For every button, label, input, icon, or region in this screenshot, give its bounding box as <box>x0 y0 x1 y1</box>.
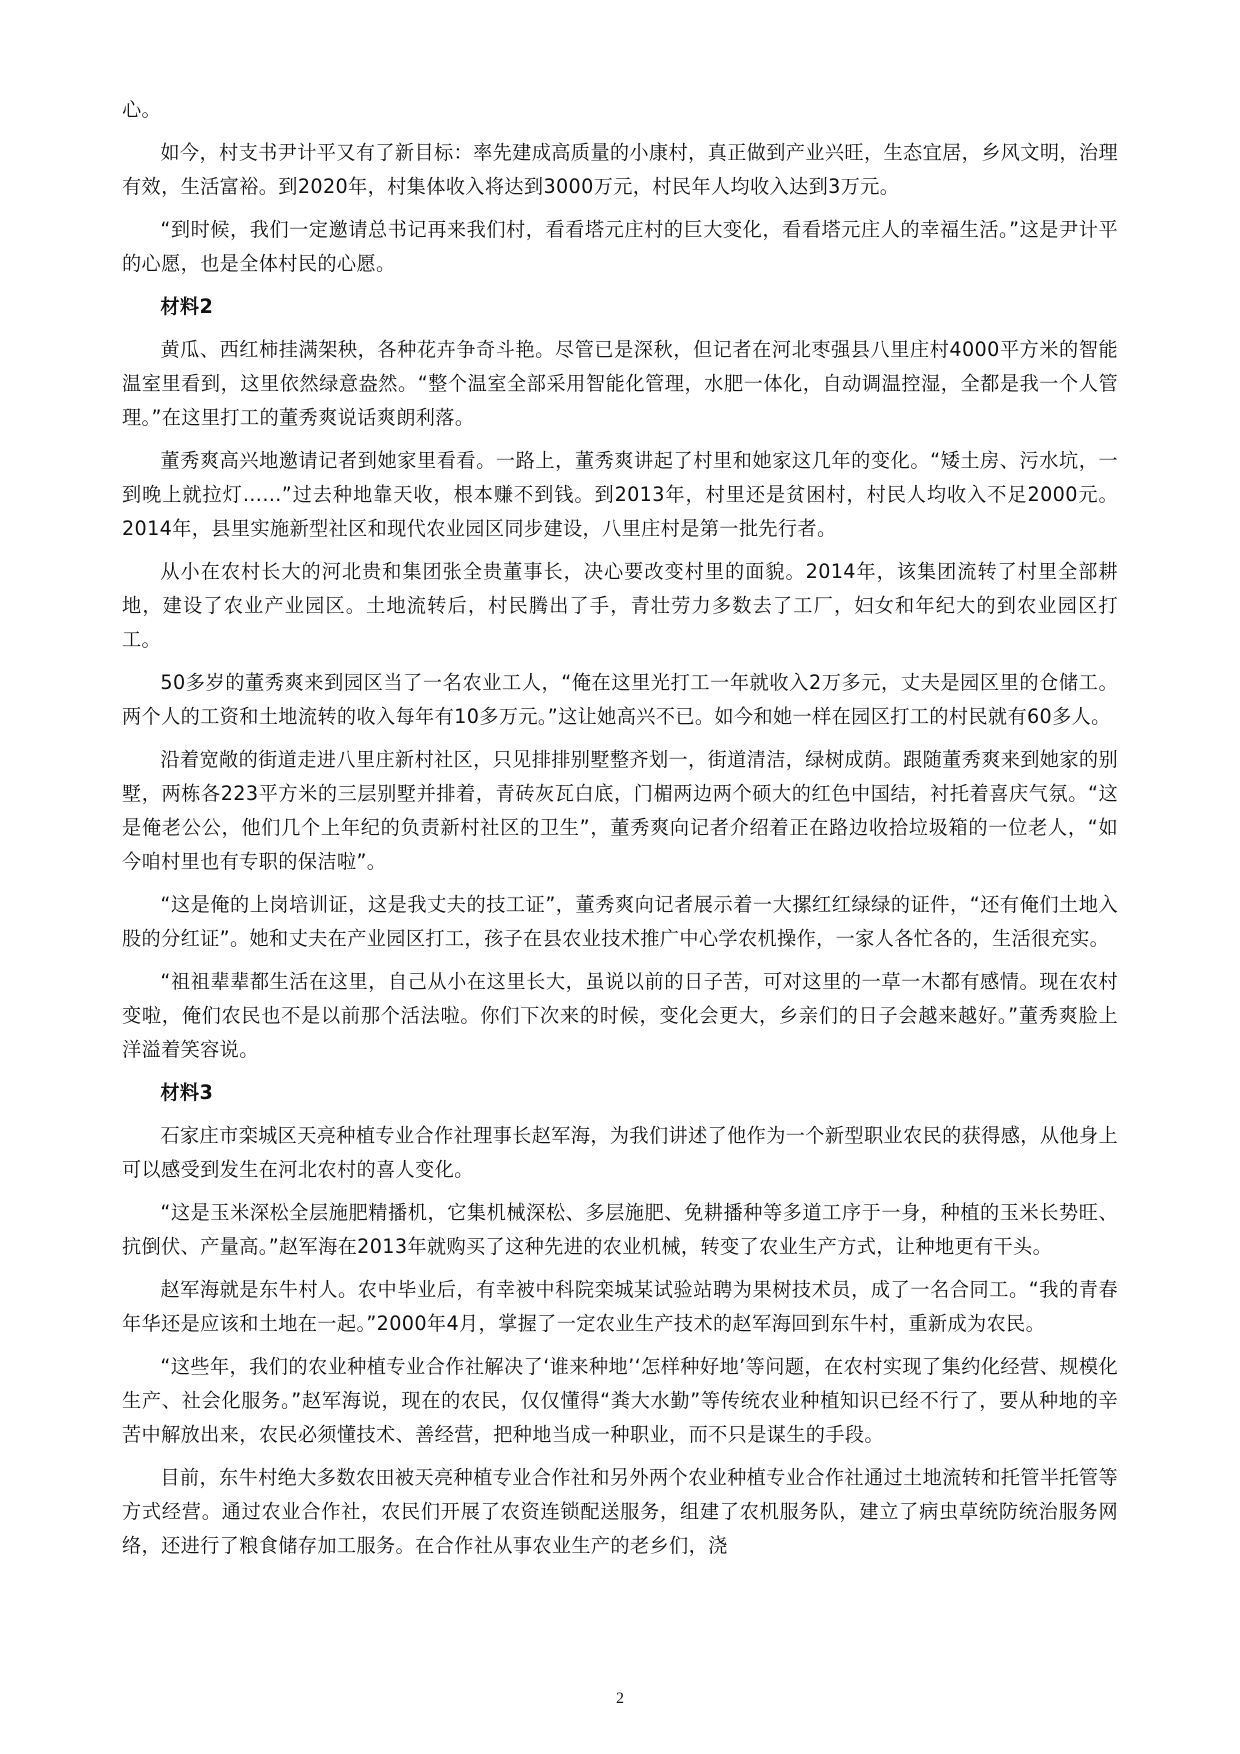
document-page <box>122 93 1118 1572</box>
paragraph: 如今，村支书尹计平又有了新目标：率先建成高质量的小康村，真正做到产业兴旺，生态宜居，乡风文明，治理有效，生活富裕。到2020年，村集体收入将达到3000万元，村民年人均收入达到3万元。 <box>122 141 1118 198</box>
paragraph-continuation: 心。 <box>122 98 162 121</box>
paragraph: 赵军海就是东牛村人。农中毕业后，有幸被中科院栾城某试验站聘为果树技术员，成了一名合同工。“我的青春年华还是应该和土地在一起。”2000年4月，掌握了一定农业生产技术的赵军海回到东牛村，重新成为农民。 <box>122 1278 1118 1335</box>
paragraph: 沿着宽敞的街道走进八里庄新村社区，只见排排别墅整齐划一，街道清洁，绿树成荫。跟随董秀爽来到她家的别墅，两栋各223平方米的三层别墅并排着，青砖灰瓦白底，门楣两边两个硕大的红色中国结，衬托着喜庆气氛。“这是俺老公公，他们几个上年纪的负责新村社区的卫生”，董秀爽向记者介绍着正在路边收拾垃圾箱的一位老人，“如今咱村里也有专职的保洁啦”。 <box>122 748 1118 873</box>
page-number: 2 <box>616 1690 624 1707</box>
paragraph: 董秀爽高兴地邀请记者到她家里看看。一路上，董秀爽讲起了村里和她家这几年的变化。“矮土房、污水坑，一到晚上就拉灯……”过去种地靠天收，根本赚不到钱。到2013年，村里还是贫困村，村民人均收入不足2000元。2014年，县里实施新型社区和现代农业园区同步建设，八里庄村是第一批先行者。 <box>122 449 1118 540</box>
paragraph: “到时候，我们一定邀请总书记再来我们村，看看塔元庄村的巨大变化，看看塔元庄人的幸福生活。”这是尹计平的心愿，也是全体村民的心愿。 <box>122 218 1118 275</box>
paragraph: 从小在农村长大的河北贵和集团张全贵董事长，决心要改变村里的面貌。2014年，该集团流转了村里全部耕地，建设了农业产业园区。土地流转后，村民腾出了手，青壮劳力多数去了工厂，妇女和年纪大的到农业园区打工。 <box>122 560 1118 651</box>
paragraph: 目前，东牛村绝大多数农田被天亮种植专业合作社和另外两个农业种植专业合作社通过土地流转和托管半托管等方式经营。通过农业合作社，农民们开展了农资连锁配送服务，组建了农机服务队，建立了病虫草统防统治服务网络，还进行了粮食储存加工服务。在合作社从事农业生产的老乡们，浇 <box>122 1466 1118 1557</box>
paragraph: “这是俺的上岗培训证，这是我丈夫的技工证”，董秀爽向记者展示着一大摞红红绿绿的证件，“还有俺们土地入股的分红证”。她和丈夫在产业园区打工，孩子在县农业技术推广中心学农机操作，一家人各忙各的，生活很充实。 <box>122 893 1118 950</box>
paragraph: “这是玉米深松全层施肥精播机，它集机械深松、多层施肥、免耕播种等多道工序于一身，种植的玉米长势旺、抗倒伏、产量高。”赵军海在2013年就购买了这种先进的农业机械，转变了农业生产方式，让种地更有干头。 <box>122 1201 1118 1258</box>
section-heading-material-2: 材料2 <box>160 295 214 318</box>
section-heading-material-3: 材料3 <box>160 1081 214 1104</box>
paragraph: 黄瓜、西红柿挂满架秧，各种花卉争奇斗艳。尽管已是深秋，但记者在河北枣强县八里庄村4000平方米的智能温室里看到，这里依然绿意盎然。“整个温室全部采用智能化管理，水肥一体化，自动调温控湿，全都是我一个人管理。”在这里打工的董秀爽说话爽朗利落。 <box>122 338 1118 429</box>
paragraph: “这些年，我们的农业种植专业合作社解决了‘谁来种地’‘怎样种好地’等问题，在农村实现了集约化经营、规模化生产、社会化服务。”赵军海说，现在的农民，仅仅懂得“粪大水勤”等传统农业种植知识已经不行了，要从种地的辛苦中解放出来，农民必须懂技术、善经营，把种地当成一种职业，而不只是谋生的手段。 <box>122 1355 1118 1446</box>
paragraph: “祖祖辈辈都生活在这里，自己从小在这里长大，虽说以前的日子苦，可对这里的一草一木都有感情。现在农村变啦，俺们农民也不是以前那个活法啦。你们下次来的时候，变化会更大，乡亲们的日子会越来越好。”董秀爽脸上洋溢着笑容说。 <box>122 970 1118 1061</box>
paragraph: 50多岁的董秀爽来到园区当了一名农业工人，“俺在这里光打工一年就收入2万多元，丈夫是园区里的仓储工。两个人的工资和土地流转的收入每年有10多万元。”这让她高兴不已。如今和她一样在园区打工的村民就有60多人。 <box>122 671 1118 728</box>
paragraph: 石家庄市栾城区天亮种植专业合作社理事长赵军海，为我们讲述了他作为一个新型职业农民的获得感，从他身上可以感受到发生在河北农村的喜人变化。 <box>122 1124 1118 1181</box>
